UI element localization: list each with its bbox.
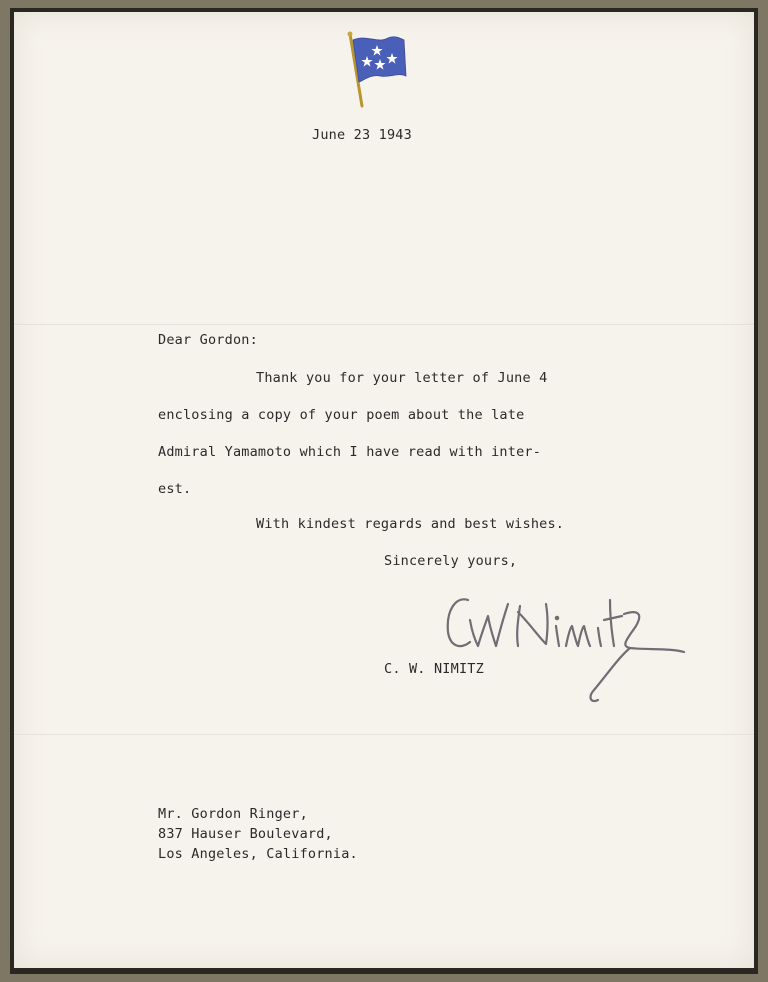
handwritten-signature — [438, 586, 688, 716]
body-line: Thank you for your letter of June 4 — [256, 370, 548, 386]
valediction: Sincerely yours, — [384, 553, 518, 569]
salutation: Dear Gordon: — [158, 332, 258, 348]
fold-line — [14, 734, 754, 736]
closing-line: With kindest regards and best wishes. — [256, 516, 565, 532]
address-line: 837 Hauser Boulevard, — [158, 826, 333, 842]
letter-paper — [14, 12, 754, 968]
address-line: Los Angeles, California. — [158, 846, 358, 862]
body-line: est. — [158, 481, 192, 497]
fold-line — [14, 324, 754, 326]
body-line: enclosing a copy of your poem about the late — [158, 407, 525, 423]
letter-date: June 23 1943 — [312, 127, 412, 143]
address-line: Mr. Gordon Ringer, — [158, 806, 308, 822]
typed-name: C. W. NIMITZ — [384, 661, 484, 677]
admiral-flag-icon — [344, 30, 408, 110]
body-line: Admiral Yamamoto which I have read with inter- — [158, 444, 542, 460]
